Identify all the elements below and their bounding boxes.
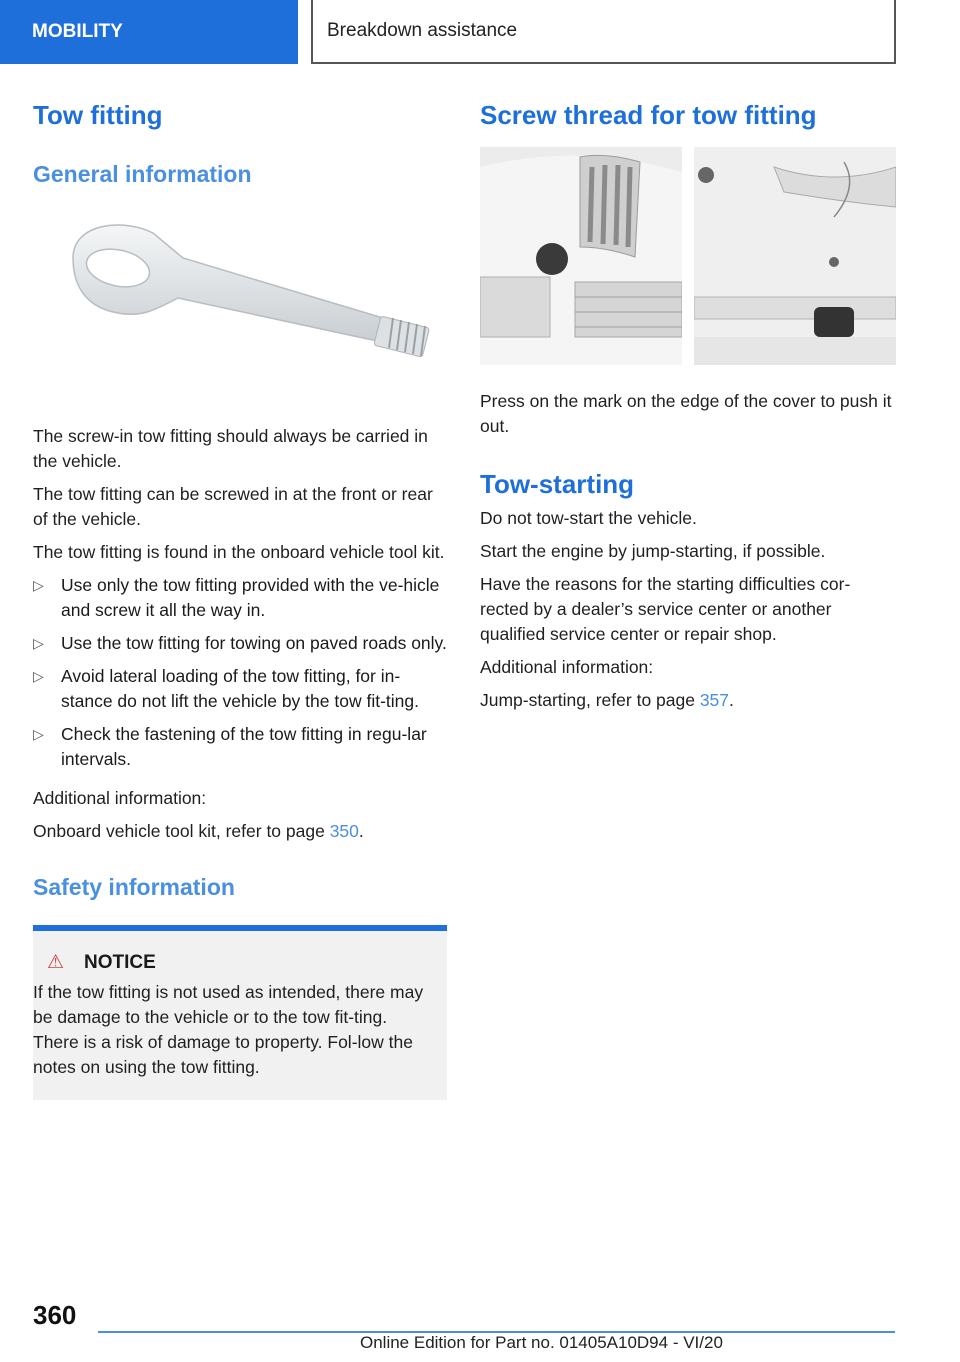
paragraph-front-rear: The tow fitting can be screwed in at the front or rear of the vehicle.	[33, 484, 433, 529]
list-item: ▷ Use only the tow fitting provided with the ve-hicle and screw it all the way in.	[33, 575, 440, 620]
edition-info: Online Edition for Part no. 01405A10D94 - VI/20	[360, 1333, 723, 1352]
notice-text: If the tow fitting is not used as intended, there may be damage to the vehicle or to the tow fit-ting. There is a risk of damage to property. Fol-low the notes on using the tow fitting.	[33, 982, 424, 1077]
bumper-images	[480, 147, 896, 365]
triangle-bullet-icon: ▷	[33, 668, 44, 684]
jump-start-reference: Jump-starting, refer to page 357.	[480, 690, 734, 710]
left-column	[33, 100, 447, 1100]
notice-box	[33, 925, 447, 1100]
notice-title: ⚠ NOTICE	[47, 951, 156, 973]
triangle-bullet-icon: ▷	[33, 726, 44, 742]
list-item: ▷ Avoid lateral loading of the tow fitting, for in-stance do not lift the vehicle by the tow fit-ting.	[33, 666, 419, 711]
paragraph-carry: The screw-in tow fitting should always be carried in the vehicle.	[33, 426, 428, 471]
chapter-title: Breakdown assistance	[311, 0, 896, 64]
section-tab: MOBILITY	[0, 0, 298, 64]
tow-starting-heading: Tow-starting	[480, 469, 635, 499]
list-item: ▷ Use the tow fitting for towing on paved roads only.	[33, 631, 447, 656]
triangle-bullet-icon: ▷	[33, 635, 44, 651]
safety-info-heading: Safety information	[33, 874, 235, 900]
list-item: ▷ Check the fastening of the tow fitting in regu-lar intervals.	[33, 724, 427, 769]
press-mark-paragraph: Press on the mark on the edge of the cover to push it out.	[480, 391, 892, 436]
tow-fitting-title: Tow fitting	[33, 100, 163, 130]
tow-fitting-illustration	[33, 198, 447, 418]
paragraph-tool-kit: The tow fitting is found in the onboard vehicle tool kit.	[33, 542, 445, 562]
page-number: 360	[33, 1300, 77, 1330]
additional-info-label: Additional information:	[480, 657, 654, 677]
dealer-paragraph: Have the reasons for the starting difficulties cor-rected by a dealer’s service center or another qualified service center or repair shop.	[480, 574, 851, 644]
no-tow-start-paragraph: Do not tow-start the vehicle.	[480, 508, 697, 528]
jump-start-paragraph: Start the engine by jump-starting, if possible.	[480, 541, 826, 561]
triangle-bullet-icon: ▷	[33, 577, 44, 593]
page-link-350[interactable]: 350	[329, 821, 359, 841]
tow-fitting-rules	[33, 573, 447, 772]
additional-info-label: Additional information:	[33, 788, 207, 808]
rear-bumper-illustration	[694, 147, 896, 365]
front-bumper-illustration	[480, 147, 682, 365]
general-info-heading: General information	[33, 161, 252, 187]
screw-thread-title: Screw thread for tow fitting	[480, 100, 817, 130]
warning-triangle-icon: ⚠	[47, 952, 65, 973]
page-link-357[interactable]: 357	[699, 690, 730, 710]
tool-kit-reference: Onboard vehicle tool kit, refer to page 350.	[33, 821, 364, 841]
right-column	[480, 100, 896, 713]
